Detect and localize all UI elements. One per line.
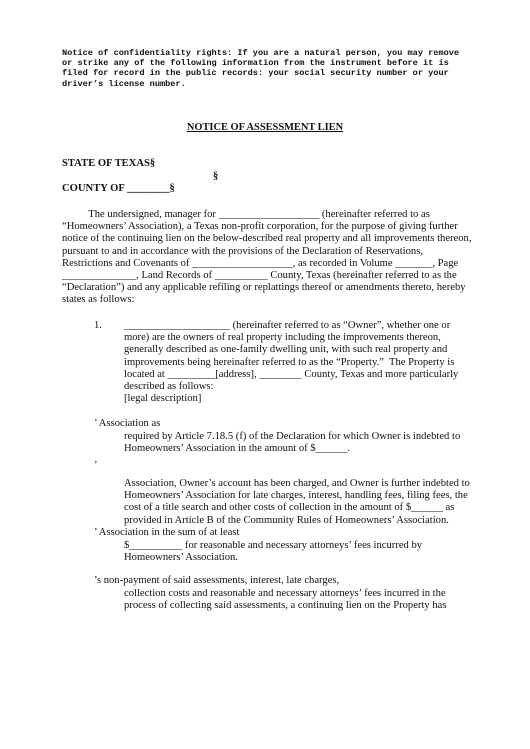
document-title: NOTICE OF ASSESSMENT LIEN [186, 122, 344, 133]
attorney-fees-body: $__________ for reasonable and necessary attorneys’ fees incurred by Homeowners’ Association. [124, 540, 423, 564]
assessment-body: required by Article 7.18.5 (f) of the Declaration for which Owner is indebted to Homeowners’ Association in the amount of $______. [124, 431, 461, 455]
item-1-text: ____________________ (hereinafter referred to as “Owner”, whether one or more) are the owners of real property including the improvements thereon, generally described as one-family dwelling unit, with such real property and improvements being hereinafter referred to as the “Property.” The Property is located at _________[address], ________ County, Texas and more particularly described as follows: [legal description] [124, 320, 459, 405]
state-line: STATE OF TEXAS§ [62, 158, 156, 169]
county-line: COUNTY OF ________§ [62, 183, 175, 194]
confidentiality-notice: Notice of confidentiality rights: If you are a natural person, you may remove or strike any of the following information from the instrument before it is filed for record in the public records: your social security number or your driver’s license number. [62, 48, 460, 89]
assessment-lead: ’ Association as [94, 418, 161, 429]
non-payment-body: collection costs and reasonable and necessary attorneys’ fees incurred in the process of collecting said assessments, a continuing lien on the Property has [124, 588, 447, 612]
intro-paragraph: The undersigned, manager for ___________________ (hereinafter referred to as “Homeowners’ Association), a Texas non-profit corporation, for the purpose of giving further notice of the continuing lien on the below-described real property and all improvements thereon, pursuant to and in accordance with the provisions of the Declaration of Reservations, Restrictions and Covenants of ___________________, as recorded in Volume _______, Page ______________, Land Records of __________ County, Texas (hereinafter referred to as the “Declaration”) and any applicable refiling or replattings thereof or amendments thereto, hereby states as follows: [62, 209, 472, 306]
non-payment-lead: ’s non-payment of said assessments, interest, late charges, [94, 575, 340, 586]
item-1-number: 1. [94, 320, 102, 331]
attorney-fees-lead: ’ Association in the sum of at least [94, 527, 240, 538]
section-mark: § [213, 171, 219, 182]
charges-lead: ’ [94, 460, 98, 471]
charges-body: Association, Owner’s account has been charged, and Owner is further indebted to Homeowners’ Association for late charges, interest, handling fees, filing fees, the cost of a title search and other costs of collection in the amount of $______ as provided in Article B of the Community Rules of Homeowners’ Association. [124, 478, 470, 526]
